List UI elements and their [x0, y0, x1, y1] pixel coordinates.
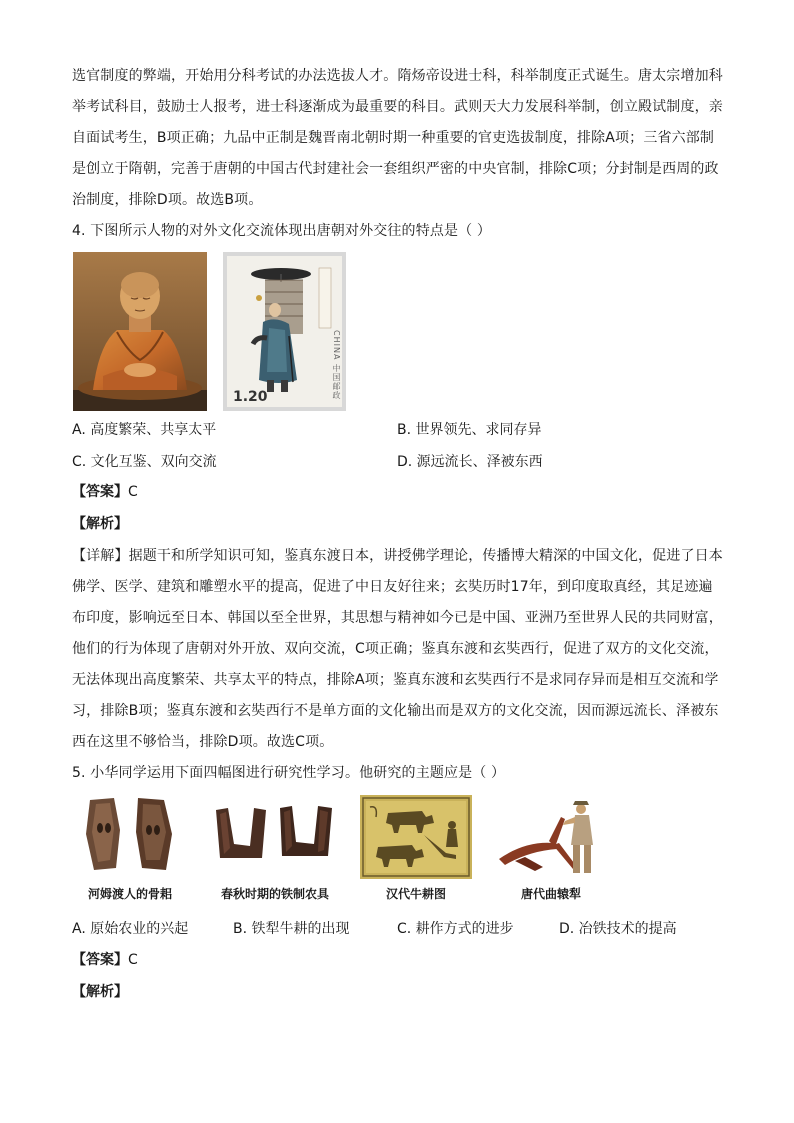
caption-iron-tools: 春秋时期的铁制农具: [220, 887, 329, 901]
option-a: A. 高度繁荣、共享太平: [72, 422, 217, 438]
detail-line: 布印度，影响远至日本、韩国以至全世界，其思想与精神如今已是中国、亚洲乃至世界人民的共同财富，: [72, 610, 723, 626]
iron-tools-image: [210, 800, 340, 870]
question-5-stem: 5. 小华同学运用下面四幅图进行研究性学习。他研究的主题应是（ ）: [72, 765, 506, 781]
stamp-value: 1.20: [233, 389, 268, 405]
option-d: D. 冶铁技术的提高: [559, 921, 677, 937]
xuanzang-stamp-image: [223, 252, 346, 411]
option-c: C. 文化互鉴、双向交流: [72, 454, 217, 470]
paragraph-line: 自面试考生，B项正确；九品中正制是魏晋南北朝时期一种重要的官吏选拔制度，排除A项；三省六部制: [72, 130, 715, 146]
detail-line: 【详解】据题干和所学知识可知，鉴真东渡日本，讲授佛学理论，传播博大精深的中国文化，促进了日本: [72, 548, 723, 564]
caption-tang-plough: 唐代曲辕犁: [520, 887, 581, 901]
stamp-country: CHINA 中国邮政: [332, 330, 341, 400]
analysis-tag: 【解析】: [72, 516, 128, 532]
tang-curved-plough-image: [495, 797, 607, 879]
answer-value: C: [128, 952, 138, 968]
paragraph-line: 举考试科目，鼓励士人报考，进士科逐渐成为最重要的科目。武则天大力发展科举制，创立殿试制度，亲: [72, 99, 723, 115]
detail-line: 西在这里不够恰当，排除D项。故选C项。: [72, 734, 334, 750]
option-d: D. 源远流长、泽被东西: [397, 454, 543, 470]
detail-line: 习，排除B项；鉴真东渡和玄奘西行不是单方面的文化输出而是双方的文化交流，因而源远流长、泽被东: [72, 703, 719, 719]
paragraph-line: 是创立于隋朝，完善于唐朝的中国古代封建社会一套组织严密的中央官制，排除C项；分封制是西周的政: [72, 161, 719, 177]
option-b: B. 铁犁牛耕的出现: [233, 921, 350, 937]
detail-line: 无法体现出高度繁荣、共享太平的特点，排除A项；鉴真东渡和玄奘西行不是求同存异而是相互交流和学: [72, 672, 719, 688]
option-b: B. 世界领先、求同存异: [397, 422, 542, 438]
caption-han-ox-plowing: 汉代牛耕图: [385, 887, 446, 901]
answer-tag: 【答案】: [72, 484, 128, 500]
detail-line: 佛学、医学、建筑和雕塑水平的提高，促进了中日友好往来；玄奘历时17年，到印度取真经，其足迹遍: [72, 579, 713, 595]
question-4-stem: 4. 下图所示人物的对外文化交流体现出唐朝对外交往的特点是（ ）: [72, 223, 492, 239]
option-a: A. 原始农业的兴起: [72, 921, 189, 937]
answer-line: [72, 482, 138, 502]
detail-line: 他们的行为体现了唐朝对外开放、双向交流，C项正确；鉴真东渡和玄奘西行，促进了双方的文化交流，: [72, 641, 719, 657]
han-ox-plowing-image: [360, 795, 472, 879]
answer-line: [72, 950, 138, 970]
option-c: C. 耕作方式的进步: [397, 921, 514, 937]
answer-tag: 【答案】: [72, 952, 128, 968]
paragraph-line: 选官制度的弊端，开始用分科考试的办法选拔人才。隋炀帝设进士科，科举制度正式诞生。唐太宗增加科: [72, 68, 723, 84]
analysis-tag: 【解析】: [72, 984, 128, 1000]
jianzhen-statue-image: [73, 252, 207, 411]
paragraph-line: 治制度，排除D项。故选B项。: [72, 192, 263, 208]
answer-value: C: [128, 484, 138, 500]
caption-bone-spade: 河姆渡人的骨耜: [87, 887, 172, 901]
bone-spade-image: [80, 794, 180, 874]
